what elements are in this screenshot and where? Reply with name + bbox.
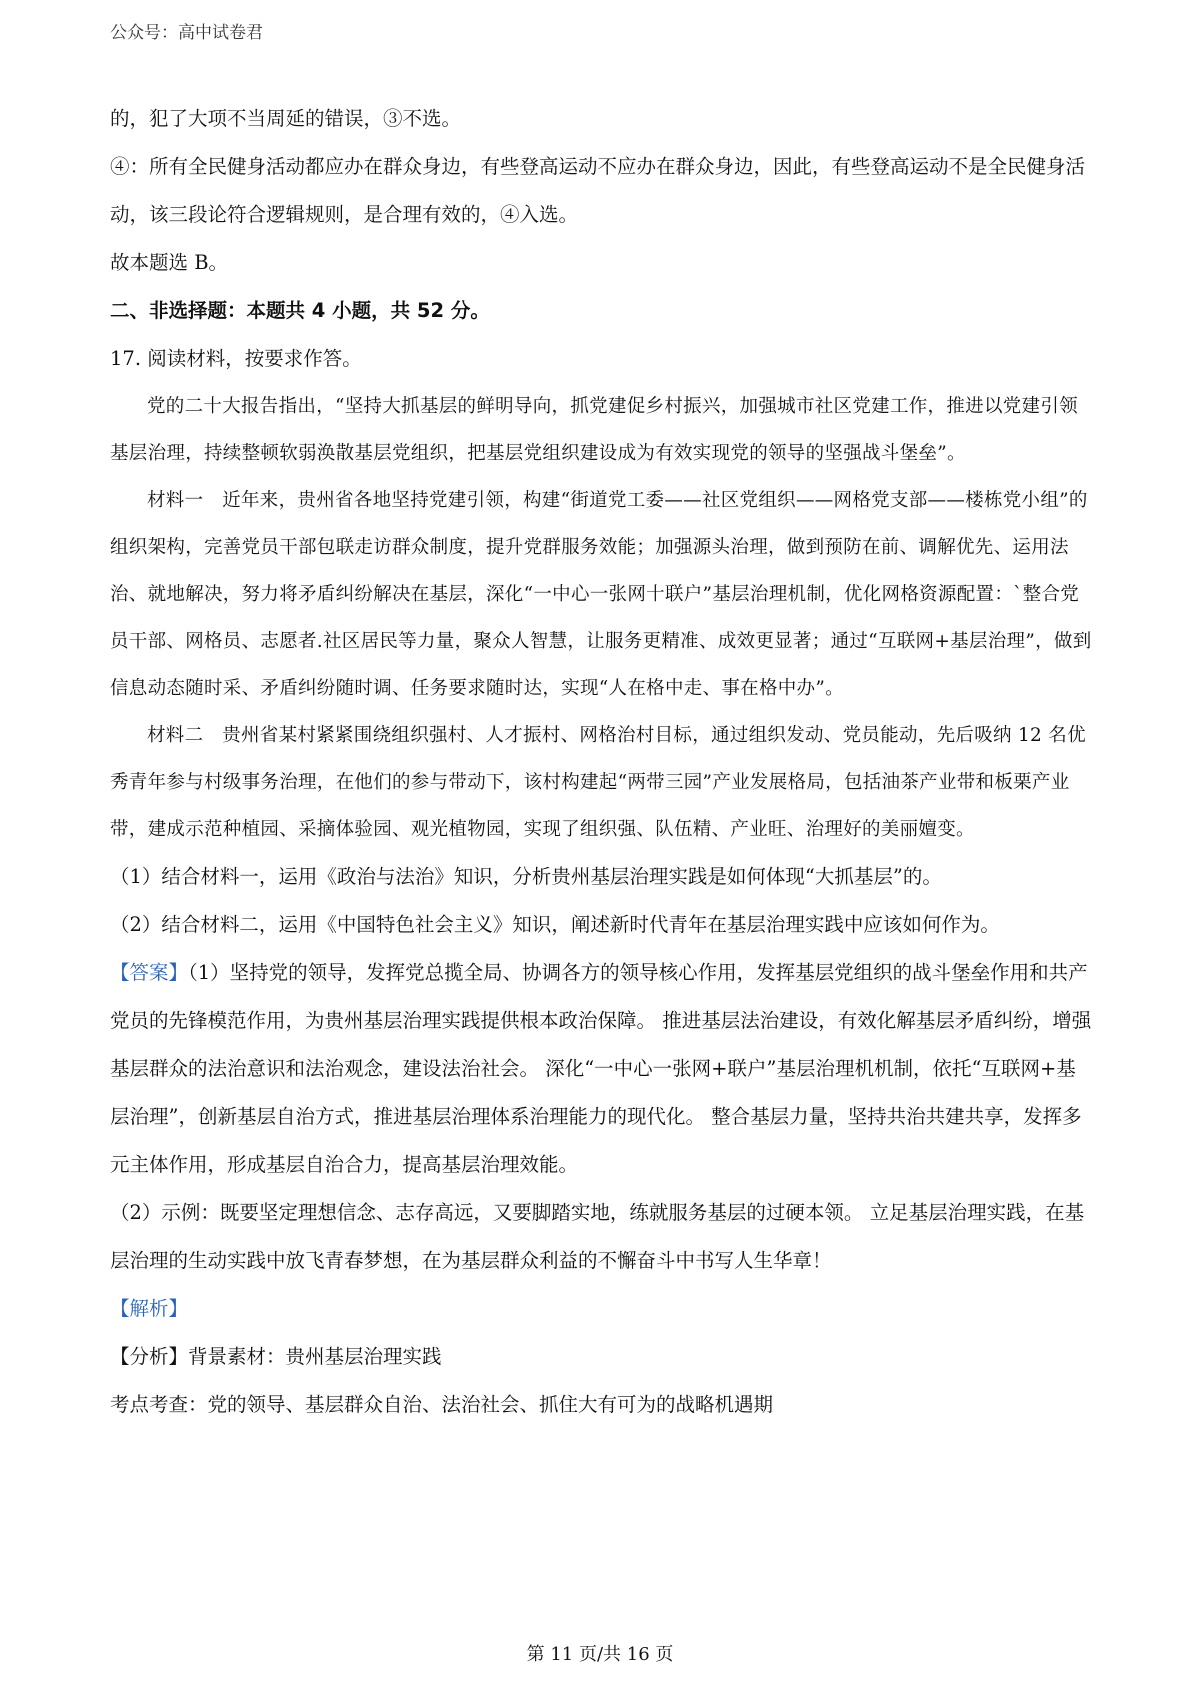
prev-answer-line-1: 的，犯了大项不当周延的错误，③不选。 — [110, 107, 462, 130]
material-one: 材料一 近年来，贵州省各地坚持党建引领，构建“街道党工委——社区党组织——网格党支部——楼栋党小组”的组织架构，完善党员干部包联走访群众制度，提升党群服务效能；加强源头治理，做到预防在前、调解优先、运用法治、就地解决，努力将矛盾纠纷解决在基层，深化“一中心一张网十联户”基层治理机制，优化网格资源配置：`整合党员干部、网格员、志愿者.社区居民等力量，聚众人智慧，让服务更精准、成效更显著；通过“互联网+基层治理”，做到信息动态随时采、矛盾纠纷随时调、任务要求随时达，实现“人在格中走、事在格中办”。 — [110, 490, 1092, 699]
page-content — [110, 95, 1095, 1429]
answer-part-1-text: （1）坚持党的领导，发挥党总揽全局、协调各方的领导核心作用，发挥基层党组织的战斗堡垒作用和共产党员的先锋模范作用，为贵州基层治理实践提供根本政治保障。 推进基层法治建设，有效化解基层矛盾纠纷，增强基层群众的法治意识和法治观念，建设法治社会。 深化“一中心一张网+联户”基层治理机机制，依托“互联网+基层治理”，创新基层自治方式，推进基层治理体系治理能力的现代化。 整合基层力量，坚持共治共建共享，发挥多元主体作用，形成基层自治合力，提高基层治理效能。 — [110, 961, 1092, 1176]
question-17-intro: 党的二十大报告指出，“坚持大抓基层的鲜明导向，抓党建促乡村振兴，加强城市社区党建工作，推进以党建引领基层治理，持续整顿软弱涣散基层党组织，把基层党组织建设成为有效实现党的领导的坚强战斗堡垒”。 — [110, 396, 1078, 464]
analysis-line-2: 考点考查：党的领导、基层群众自治、法治社会、抓住大有可为的战略机遇期 — [110, 1393, 774, 1416]
page-header: 公众号：高中试卷君 — [110, 23, 263, 43]
answer-part-1 — [110, 949, 1095, 1189]
sub-question-2: （2）结合材料二，运用《中国特色社会主义》知识，阐述新时代青年在基层治理实践中应该如何作为。 — [110, 913, 1000, 936]
section-title: 二、非选择题：本题共 4 小题，共 52 分。 — [110, 299, 490, 322]
analysis-line-1: 【分析】背景素材：贵州基层治理实践 — [110, 1345, 442, 1368]
material-two: 材料二 贵州省某村紧紧围绕组织强村、人才振村、网格治村目标，通过组织发动、党员能动，先后吸纳 12 名优秀青年参与村级事务治理，在他们的参与带动下，该村构建起“两带三园”产业发展格局，包括油茶产业带和板栗产业带，建成示范种植园、采摘体验园、观光植物园，实现了组织强、队伍精、产业旺、治理好的美丽嬗变。 — [110, 725, 1086, 840]
prev-answer-line-2: ④：所有全民健身活动都应办在群众身边，有些登高运动不应办在群众身边，因此，有些登高运动不是全民健身活动，该三段论符合逻辑规则，是合理有效的，④入选。 — [110, 155, 1086, 226]
sub-question-1: （1）结合材料一，运用《政治与法治》知识，分析贵州基层治理实践是如何体现“大抓基层”的。 — [110, 865, 942, 888]
answer-part-2: （2）示例：既要坚定理想信念、志存高远，又要脚踏实地，练就服务基层的过硬本领。 立足基层治理实践，在基层治理的生动实践中放飞青春梦想，在为基层群众利益的不懈奋斗中书写人生华章！ — [110, 1201, 1085, 1272]
answer-tag: 【答案】 — [110, 961, 189, 984]
analysis-tag: 【解析】 — [110, 1297, 189, 1320]
question-17-stem: 17. 阅读材料，按要求作答。 — [110, 347, 362, 370]
page-footer: 第 11 页/共 16 页 — [526, 1644, 674, 1665]
prev-answer-conclusion: 故本题选 B。 — [110, 251, 229, 274]
